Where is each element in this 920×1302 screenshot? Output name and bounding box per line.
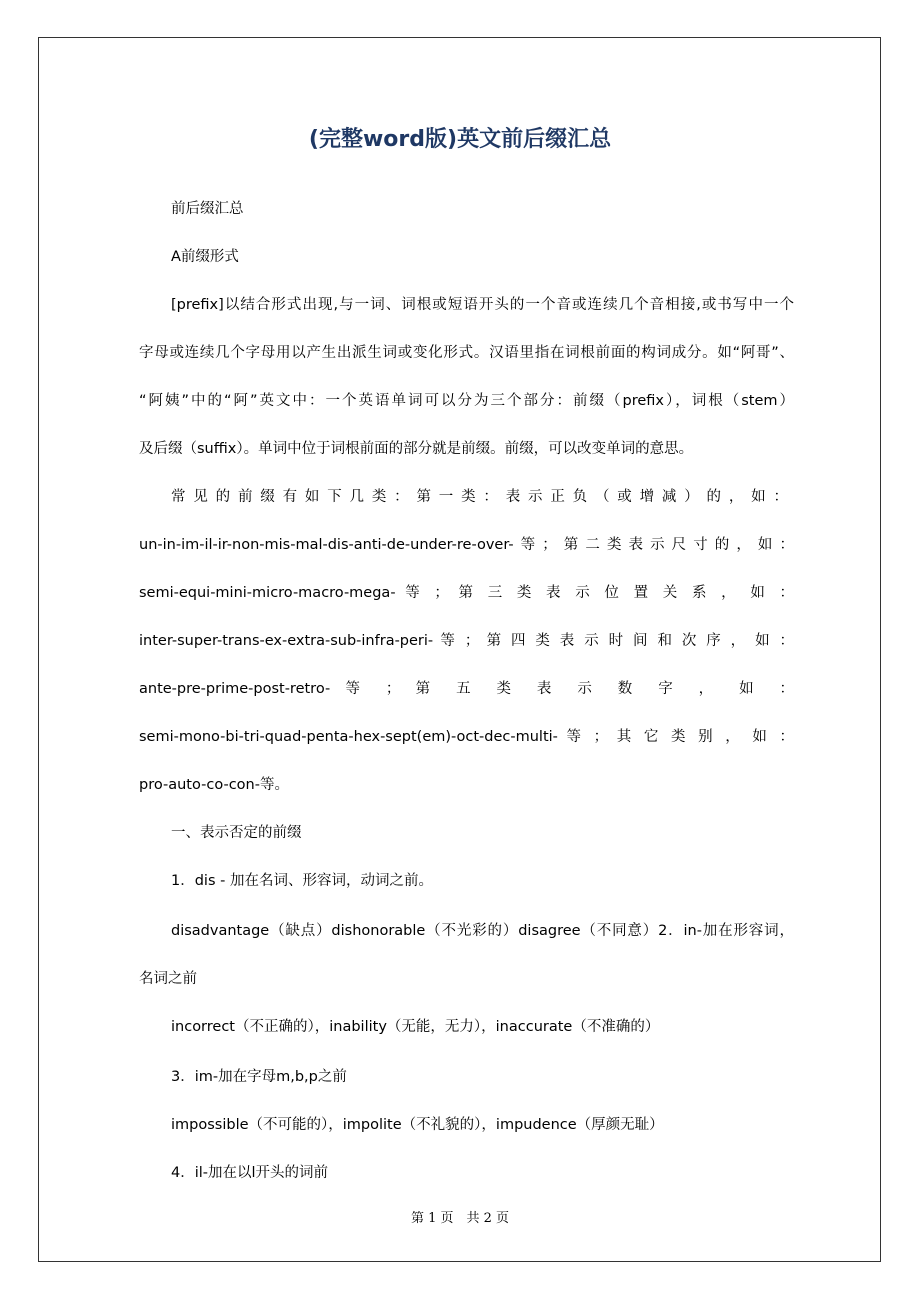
paragraph-line: 3．im-加在字母m,b,p之前 bbox=[171, 1069, 347, 1085]
paragraph-line: 字母或连续几个字母用以产生出派生词或变化形式。汉语里指在词根前面的构词成分。如“阿哥”、 bbox=[139, 345, 794, 361]
paragraph-line: impossible（不可能的），impolite（不礼貌的），impudence（厚颜无耻） bbox=[171, 1117, 664, 1133]
page-footer: 第 1 页 共 2 页 bbox=[410, 1211, 510, 1226]
paragraph-line: 4．il-加在以l开头的词前 bbox=[171, 1165, 329, 1181]
paragraph-line: disadvantage（缺点）dishonorable（不光彩的）disagree（不同意）2．in-加在形容词， bbox=[171, 923, 794, 939]
paragraph-line: un-in-im-il-ir-non-mis-mal-dis-anti-de-under-re-over-等；第二类表示尺寸的，如： bbox=[139, 537, 794, 553]
paragraph-line: incorrect（不正确的），inability（无能，无力），inaccurate（不准确的） bbox=[171, 1019, 660, 1035]
paragraph-line: semi-mono-bi-tri-quad-penta-hex-sept(em)-oct-dec-multi- 等 ； 其 它 类 别 ， 如 ： bbox=[139, 729, 794, 745]
paragraph-line: [prefix]以结合形式出现,与一词、词根或短语开头的一个音或连续几个音相接,或书写中一个 bbox=[171, 297, 794, 313]
paragraph-line: pro-auto-co-con-等。 bbox=[139, 777, 289, 793]
paragraph-line: 1．dis - 加在名词、形容词，动词之前。 bbox=[171, 873, 433, 889]
paragraph-line: 名词之前 bbox=[139, 971, 197, 987]
paragraph-line: 前后缀汇总 bbox=[171, 201, 244, 217]
paragraph-line: inter-super-trans-ex-extra-sub-infra-peri- 等 ； 第 四 类 表 示 时 间 和 次 序 ， 如 ： bbox=[139, 633, 794, 649]
paragraph-line: “阿姨”中的“阿”英文中：一个英语单词可以分为三个部分：前缀（prefix），词根（stem） bbox=[139, 393, 794, 409]
paragraph-line: 及后缀（suffix）。单词中位于词根前面的部分就是前缀。前缀，可以改变单词的意思。 bbox=[139, 441, 694, 457]
section-heading: 一、表示否定的前缀 bbox=[171, 825, 302, 841]
paragraph-line: A前缀形式 bbox=[171, 249, 239, 265]
paragraph-line: semi-equi-mini-micro-macro-mega- 等 ； 第 三 类 表 示 位 置 关 系 ， 如 ： bbox=[139, 585, 794, 601]
paragraph-line: 常见的前缀有如下几类：第一类：表示正负（或增减）的，如： bbox=[171, 489, 794, 505]
document-title: (完整word版)英文前后缀汇总 bbox=[308, 127, 612, 152]
paragraph-line: ante-pre-prime-post-retro- 等 ； 第 五 类 表 示 数 字 ， 如 ： bbox=[139, 681, 794, 697]
